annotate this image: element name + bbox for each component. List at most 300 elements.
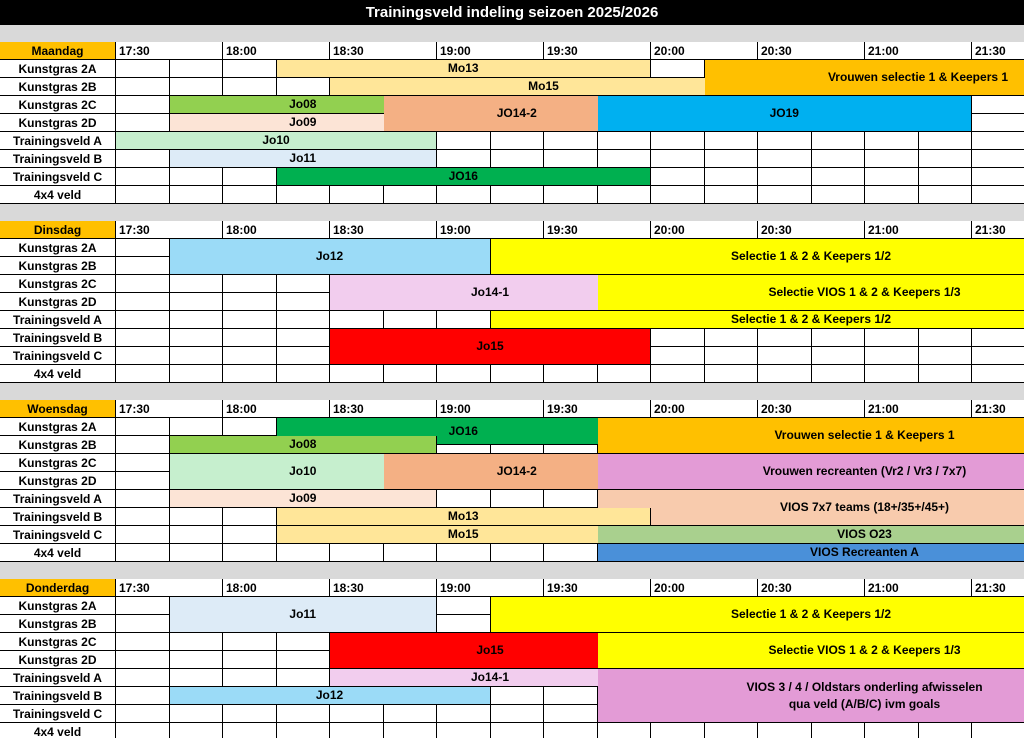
time-header: 20:30 (758, 579, 865, 597)
grid-cell[interactable] (116, 490, 170, 508)
grid-cell[interactable] (651, 329, 705, 347)
grid-cell[interactable] (437, 311, 491, 329)
grid-cell[interactable] (116, 293, 170, 311)
schedule-block[interactable]: Jo11 (170, 150, 438, 168)
grid-cell[interactable] (170, 293, 224, 311)
grid-cell[interactable] (491, 723, 545, 738)
grid-cell[interactable] (919, 186, 973, 204)
grid-cell[interactable] (758, 168, 812, 186)
schedule-block[interactable]: Selectie 1 & 2 & Keepers 1/2 (491, 311, 1024, 329)
schedule-block[interactable]: Jo14-1 (330, 275, 651, 311)
field-label: Kunstgras 2D (0, 114, 116, 132)
field-label: Trainingsveld B (0, 508, 116, 526)
grid-cell[interactable] (972, 150, 1024, 168)
schedule-block[interactable]: JO16 (277, 418, 652, 445)
time-header: 20:00 (651, 400, 758, 418)
grid-cell[interactable] (437, 186, 491, 204)
grid-cell[interactable] (116, 633, 170, 651)
grid-cell[interactable] (277, 186, 331, 204)
grid-cell[interactable] (116, 526, 170, 544)
field-label: Trainingsveld C (0, 526, 116, 544)
grid-cell[interactable] (170, 365, 224, 383)
grid-cell[interactable] (972, 347, 1024, 365)
day-spacer (0, 204, 1024, 221)
schedule-block[interactable]: Jo09 (170, 490, 438, 508)
grid-cell[interactable] (437, 597, 491, 615)
grid-cell[interactable] (116, 597, 170, 615)
field-label: 4x4 veld (0, 723, 116, 738)
grid-cell[interactable] (437, 150, 491, 168)
grid-cell[interactable] (598, 723, 652, 738)
grid-cell[interactable] (223, 329, 277, 347)
time-header: 17:30 (116, 221, 223, 239)
field-label: Kunstgras 2C (0, 633, 116, 651)
grid-cell[interactable] (437, 723, 491, 738)
grid-cell[interactable] (223, 293, 277, 311)
grid-cell[interactable] (170, 60, 224, 78)
grid-cell[interactable] (865, 186, 919, 204)
field-label: Kunstgras 2A (0, 60, 116, 78)
grid-cell[interactable] (758, 132, 812, 150)
grid-cell[interactable] (598, 365, 652, 383)
field-label: Trainingsveld A (0, 311, 116, 329)
schedule-block[interactable]: Jo10 (170, 454, 438, 490)
grid-cell[interactable] (972, 365, 1024, 383)
schedule-block[interactable]: Vrouwen selectie 1 & Keepers 1 (705, 60, 1024, 96)
field-label: Trainingsveld C (0, 705, 116, 723)
grid-cell[interactable] (170, 669, 224, 687)
grid-cell[interactable] (491, 132, 545, 150)
time-header: 18:30 (330, 400, 437, 418)
grid-cell[interactable] (223, 508, 277, 526)
grid-cell[interactable] (116, 365, 170, 383)
grid-cell[interactable] (598, 186, 652, 204)
schedule-block[interactable]: JO16 (277, 168, 652, 186)
field-label: Kunstgras 2B (0, 257, 116, 275)
time-header: 20:30 (758, 42, 865, 60)
grid-cell[interactable] (972, 114, 1024, 132)
grid-cell[interactable] (919, 168, 973, 186)
grid-cell[interactable] (544, 705, 598, 723)
grid-cell[interactable] (116, 508, 170, 526)
grid-cell[interactable] (972, 132, 1024, 150)
field-label: 4x4 veld (0, 544, 116, 562)
field-label: Kunstgras 2B (0, 436, 116, 454)
grid-cell[interactable] (919, 347, 973, 365)
grid-cell[interactable] (705, 150, 759, 168)
day-spacer (0, 25, 1024, 42)
grid-cell[interactable] (491, 705, 545, 723)
field-label: Kunstgras 2C (0, 454, 116, 472)
schedule-block[interactable]: Jo09 (170, 114, 438, 132)
field-label: Trainingsveld A (0, 669, 116, 687)
grid-cell[interactable] (277, 275, 331, 293)
grid-cell[interactable] (116, 472, 170, 490)
time-header: 19:30 (544, 400, 651, 418)
grid-cell[interactable] (116, 78, 170, 96)
grid-cell[interactable] (544, 687, 598, 705)
field-label: Trainingsveld A (0, 490, 116, 508)
grid-cell[interactable] (116, 454, 170, 472)
grid-cell[interactable] (758, 347, 812, 365)
time-header: 17:30 (116, 42, 223, 60)
grid-cell[interactable] (651, 150, 705, 168)
grid-cell[interactable] (170, 168, 224, 186)
grid-cell[interactable] (223, 526, 277, 544)
grid-cell[interactable] (919, 132, 973, 150)
grid-cell[interactable] (865, 365, 919, 383)
time-header: 17:30 (116, 579, 223, 597)
schedule-block[interactable]: VIOS Recreanten A (598, 544, 1024, 562)
grid-cell[interactable] (705, 132, 759, 150)
grid-cell[interactable] (223, 78, 277, 96)
grid-cell[interactable] (170, 347, 224, 365)
schedule-block[interactable]: JO14-2 (384, 454, 652, 490)
grid-cell[interactable] (491, 490, 545, 508)
grid-cell[interactable] (865, 168, 919, 186)
grid-cell[interactable] (384, 311, 438, 329)
grid-cell[interactable] (919, 365, 973, 383)
grid-cell[interactable] (223, 275, 277, 293)
schedule-block[interactable]: Mo13 (277, 60, 652, 78)
grid-cell[interactable] (277, 347, 331, 365)
day-name: Woensdag (0, 400, 116, 418)
grid-cell[interactable] (277, 633, 331, 651)
grid-cell[interactable] (277, 651, 331, 669)
grid-cell[interactable] (116, 150, 170, 168)
grid-cell[interactable] (223, 418, 277, 436)
time-header: 21:00 (865, 221, 972, 239)
grid-cell[interactable] (384, 365, 438, 383)
grid-cell[interactable] (116, 311, 170, 329)
time-header: 21:00 (865, 400, 972, 418)
grid-cell[interactable] (170, 526, 224, 544)
time-header: 19:00 (437, 42, 544, 60)
grid-cell[interactable] (651, 723, 705, 738)
time-header: 19:30 (544, 221, 651, 239)
grid-cell[interactable] (705, 186, 759, 204)
schedule-block[interactable]: Mo13 (277, 508, 652, 526)
grid-cell[interactable] (758, 329, 812, 347)
grid-cell[interactable] (812, 150, 866, 168)
schedule-block[interactable]: VIOS 3 / 4 / Oldstars onderling afwisselen qua veld (A/B/C) ivm goals (598, 669, 1024, 723)
grid-cell[interactable] (544, 132, 598, 150)
grid-cell[interactable] (277, 544, 331, 562)
schedule-block[interactable]: Mo15 (277, 526, 652, 544)
grid-cell[interactable] (544, 186, 598, 204)
grid-cell[interactable] (330, 723, 384, 738)
grid-cell[interactable] (277, 705, 331, 723)
grid-cell[interactable] (116, 186, 170, 204)
grid-cell[interactable] (170, 186, 224, 204)
field-label: Trainingsveld B (0, 329, 116, 347)
grid-cell[interactable] (277, 723, 331, 738)
grid-cell[interactable] (812, 186, 866, 204)
grid-cell[interactable] (116, 669, 170, 687)
grid-cell[interactable] (116, 60, 170, 78)
field-label: Kunstgras 2C (0, 96, 116, 114)
day-name: Dinsdag (0, 221, 116, 239)
field-label: Kunstgras 2D (0, 293, 116, 311)
grid-cell[interactable] (812, 168, 866, 186)
day-name: Donderdag (0, 579, 116, 597)
schedule-block[interactable]: JO14-2 (384, 96, 652, 132)
grid-cell[interactable] (223, 60, 277, 78)
grid-cell[interactable] (170, 311, 224, 329)
field-label: Trainingsveld B (0, 687, 116, 705)
grid-cell[interactable] (919, 723, 973, 738)
grid-cell[interactable] (277, 329, 331, 347)
schedule-block[interactable]: Jo08 (170, 96, 438, 114)
grid-cell[interactable] (972, 723, 1024, 738)
grid-cell[interactable] (812, 347, 866, 365)
grid-cell[interactable] (116, 705, 170, 723)
schedule-block[interactable]: Selectie 1 & 2 & Keepers 1/2 (491, 239, 1024, 275)
grid-cell[interactable] (116, 651, 170, 669)
schedule-block[interactable]: VIOS O23 (598, 526, 1024, 544)
grid-cell[interactable] (919, 150, 973, 168)
grid-cell[interactable] (223, 168, 277, 186)
time-header: 21:00 (865, 42, 972, 60)
schedule-block[interactable]: VIOS 7x7 teams (18+/35+/45+) (598, 490, 1024, 526)
time-header: 19:00 (437, 400, 544, 418)
grid-cell[interactable] (437, 544, 491, 562)
grid-cell[interactable] (170, 705, 224, 723)
grid-cell[interactable] (116, 239, 170, 257)
grid-cell[interactable] (865, 347, 919, 365)
grid-cell[interactable] (330, 365, 384, 383)
schedule-block[interactable]: Mo15 (330, 78, 758, 96)
grid-cell[interactable] (384, 186, 438, 204)
grid-cell[interactable] (491, 544, 545, 562)
grid-cell[interactable] (491, 150, 545, 168)
grid-cell[interactable] (384, 723, 438, 738)
grid-cell[interactable] (705, 168, 759, 186)
grid-cell[interactable] (223, 669, 277, 687)
day-spacer (0, 383, 1024, 400)
time-header: 19:00 (437, 579, 544, 597)
grid-cell[interactable] (972, 186, 1024, 204)
grid-cell[interactable] (384, 705, 438, 723)
field-label: Kunstgras 2B (0, 78, 116, 96)
grid-cell[interactable] (116, 723, 170, 738)
schedule-block[interactable]: Jo10 (116, 132, 437, 150)
grid-cell[interactable] (758, 186, 812, 204)
time-header: 21:30 (972, 579, 1024, 597)
grid-cell[interactable] (544, 150, 598, 168)
grid-cell[interactable] (544, 365, 598, 383)
grid-cell[interactable] (170, 275, 224, 293)
grid-cell[interactable] (116, 347, 170, 365)
grid-cell[interactable] (277, 311, 331, 329)
time-header: 19:30 (544, 579, 651, 597)
time-header: 18:30 (330, 221, 437, 239)
grid-cell[interactable] (223, 633, 277, 651)
grid-cell[interactable] (972, 329, 1024, 347)
grid-cell[interactable] (705, 329, 759, 347)
grid-cell[interactable] (116, 168, 170, 186)
time-header: 20:30 (758, 221, 865, 239)
field-label: Trainingsveld C (0, 168, 116, 186)
grid-cell[interactable] (544, 490, 598, 508)
time-header: 20:00 (651, 42, 758, 60)
time-header: 18:00 (223, 221, 330, 239)
time-header: 17:30 (116, 400, 223, 418)
grid-cell[interactable] (116, 687, 170, 705)
grid-cell[interactable] (330, 544, 384, 562)
time-header: 21:00 (865, 579, 972, 597)
time-header: 19:00 (437, 221, 544, 239)
grid-cell[interactable] (705, 347, 759, 365)
schedule-block[interactable]: Selectie VIOS 1 & 2 & Keepers 1/3 (598, 633, 1024, 669)
grid-cell[interactable] (651, 365, 705, 383)
time-header: 20:00 (651, 221, 758, 239)
field-label: Kunstgras 2A (0, 239, 116, 257)
sheet-title: Trainingsveld indeling seizoen 2025/2026 (0, 0, 1024, 25)
time-header: 18:00 (223, 400, 330, 418)
field-label: Trainingsveld B (0, 150, 116, 168)
grid-cell[interactable] (598, 150, 652, 168)
grid-cell[interactable] (223, 723, 277, 738)
time-header: 21:30 (972, 42, 1024, 60)
time-header: 20:30 (758, 400, 865, 418)
schedule-block[interactable]: Jo12 (170, 239, 491, 275)
grid-cell[interactable] (277, 78, 331, 96)
field-label: Kunstgras 2B (0, 615, 116, 633)
grid-cell[interactable] (705, 365, 759, 383)
field-label: 4x4 veld (0, 365, 116, 383)
grid-cell[interactable] (865, 150, 919, 168)
grid-cell[interactable] (651, 60, 705, 78)
day-name: Maandag (0, 42, 116, 60)
schedule-block[interactable]: Jo14-1 (330, 669, 651, 687)
schedule-block[interactable]: Vrouwen recreanten (Vr2 / Vr3 / 7x7) (598, 454, 1024, 490)
grid-cell[interactable] (651, 347, 705, 365)
field-label: Kunstgras 2D (0, 651, 116, 669)
grid-cell[interactable] (116, 615, 170, 633)
grid-cell[interactable] (865, 132, 919, 150)
field-label: Kunstgras 2A (0, 597, 116, 615)
grid-cell[interactable] (972, 96, 1024, 114)
grid-cell[interactable] (223, 651, 277, 669)
grid-cell[interactable] (170, 651, 224, 669)
grid-cell[interactable] (865, 329, 919, 347)
grid-cell[interactable] (865, 723, 919, 738)
grid-cell[interactable] (330, 705, 384, 723)
grid-cell[interactable] (598, 132, 652, 150)
grid-cell[interactable] (544, 723, 598, 738)
grid-cell[interactable] (116, 436, 170, 454)
schedule-block[interactable]: Vrouwen selectie 1 & Keepers 1 (598, 418, 1024, 454)
grid-cell[interactable] (116, 257, 170, 275)
day-spacer (0, 562, 1024, 579)
grid-cell[interactable] (170, 78, 224, 96)
grid-cell[interactable] (384, 544, 438, 562)
grid-cell[interactable] (437, 615, 491, 633)
grid-cell[interactable] (116, 275, 170, 293)
schedule-block[interactable]: JO19 (598, 96, 973, 132)
grid-cell[interactable] (223, 347, 277, 365)
grid-cell[interactable] (223, 705, 277, 723)
grid-cell[interactable] (116, 114, 170, 132)
time-header: 19:30 (544, 42, 651, 60)
grid-cell[interactable] (651, 168, 705, 186)
schedule-block[interactable]: Jo15 (330, 633, 651, 669)
grid-cell[interactable] (758, 723, 812, 738)
schedule-block[interactable]: Jo12 (170, 687, 491, 705)
grid-cell[interactable] (116, 418, 170, 436)
grid-cell[interactable] (437, 132, 491, 150)
schedule-block[interactable]: Jo11 (170, 597, 438, 633)
grid-cell[interactable] (170, 508, 224, 526)
time-header: 18:00 (223, 42, 330, 60)
grid-cell[interactable] (812, 365, 866, 383)
time-header: 21:30 (972, 400, 1024, 418)
grid-cell[interactable] (277, 365, 331, 383)
grid-cell[interactable] (116, 544, 170, 562)
time-header: 18:30 (330, 579, 437, 597)
grid-cell[interactable] (651, 186, 705, 204)
grid-cell[interactable] (170, 418, 224, 436)
grid-cell[interactable] (223, 311, 277, 329)
grid-cell[interactable] (223, 544, 277, 562)
field-label: Trainingsveld C (0, 347, 116, 365)
grid-cell[interactable] (651, 132, 705, 150)
grid-cell[interactable] (437, 365, 491, 383)
time-header: 21:30 (972, 221, 1024, 239)
field-label: Kunstgras 2C (0, 275, 116, 293)
field-label: Kunstgras 2A (0, 418, 116, 436)
time-header: 18:00 (223, 579, 330, 597)
grid-cell[interactable] (812, 132, 866, 150)
grid-cell[interactable] (491, 687, 545, 705)
grid-cell[interactable] (277, 293, 331, 311)
grid-cell[interactable] (170, 723, 224, 738)
grid-cell[interactable] (330, 311, 384, 329)
grid-cell[interactable] (919, 329, 973, 347)
field-label: Kunstgras 2D (0, 472, 116, 490)
time-header: 20:00 (651, 579, 758, 597)
field-label: 4x4 veld (0, 186, 116, 204)
grid-cell[interactable] (170, 544, 224, 562)
grid-cell[interactable] (170, 329, 224, 347)
grid-cell[interactable] (758, 365, 812, 383)
field-label: Trainingsveld A (0, 132, 116, 150)
grid-cell[interactable] (491, 365, 545, 383)
grid-cell[interactable] (491, 186, 545, 204)
grid-cell[interactable] (812, 329, 866, 347)
grid-cell[interactable] (116, 329, 170, 347)
grid-cell[interactable] (758, 150, 812, 168)
grid-cell[interactable] (277, 669, 331, 687)
grid-cell[interactable] (437, 490, 491, 508)
schedule-block[interactable]: Selectie 1 & 2 & Keepers 1/2 (491, 597, 1024, 633)
grid-cell[interactable] (544, 544, 598, 562)
schedule-block[interactable]: Jo15 (330, 329, 651, 365)
time-header: 18:30 (330, 42, 437, 60)
schedule-block[interactable]: Jo08 (170, 436, 438, 454)
grid-cell[interactable] (170, 633, 224, 651)
grid-cell[interactable] (116, 96, 170, 114)
grid-cell[interactable] (972, 168, 1024, 186)
grid-cell[interactable] (223, 186, 277, 204)
grid-cell[interactable] (705, 723, 759, 738)
schedule-block[interactable]: Selectie VIOS 1 & 2 & Keepers 1/3 (598, 275, 1024, 311)
grid-cell[interactable] (437, 705, 491, 723)
grid-cell[interactable] (812, 723, 866, 738)
grid-cell[interactable] (330, 186, 384, 204)
grid-cell[interactable] (223, 365, 277, 383)
